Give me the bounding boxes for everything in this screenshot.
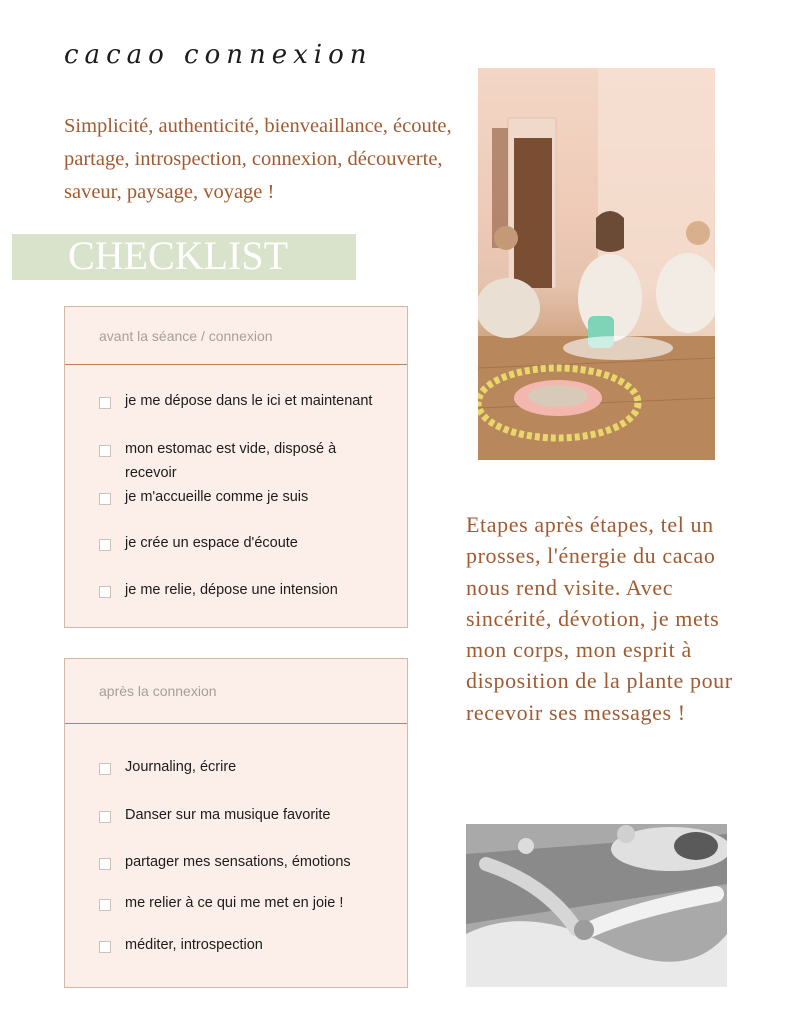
checklist-item[interactable] <box>99 578 389 602</box>
checklist-item-label: je m'accueille comme je suis <box>125 489 309 505</box>
checklist-item[interactable] <box>99 933 389 957</box>
card-after-heading: après la connexion <box>65 659 407 724</box>
checkbox-icon[interactable] <box>99 539 111 551</box>
checklist-item[interactable] <box>99 755 389 779</box>
checklist-item-label: mon estomac est vide, disposé à recevoir <box>125 441 337 481</box>
checklist-item[interactable] <box>99 389 389 413</box>
checklist-item[interactable] <box>99 531 389 555</box>
hands-illustration <box>466 824 727 987</box>
ceremony-photo <box>478 68 715 460</box>
checkbox-icon[interactable] <box>99 763 111 775</box>
checklist-item-label: je me dépose dans le ici et maintenant <box>125 393 373 409</box>
card-before-heading: avant la séance / connexion <box>65 307 407 365</box>
checklist-item-label: me relier à ce qui me met en joie ! <box>125 895 344 911</box>
checkbox-icon[interactable] <box>99 941 111 953</box>
checklist-item-label: partager mes sensations, émotions <box>125 854 351 870</box>
ceremony-illustration <box>478 68 715 460</box>
checklist-item-label: Journaling, écrire <box>125 759 237 775</box>
checklist-item-label: Danser sur ma musique favorite <box>125 807 331 823</box>
checklist-item[interactable] <box>99 891 389 915</box>
checklist-item[interactable] <box>99 850 389 874</box>
checklist-item[interactable] <box>99 437 389 485</box>
values-text: Simplicité, authenticité, bienveaillance, écoute, partage, introspection, connexion, découverte, saveur, paysage, voyage ! <box>64 115 452 203</box>
checklist-item-label: méditer, introspection <box>125 937 263 953</box>
checklist-item-label: je me relie, dépose une intension <box>125 582 338 598</box>
checklist-item-label: je crée un espace d'écoute <box>125 535 298 551</box>
checkbox-icon[interactable] <box>99 445 111 457</box>
checkbox-icon[interactable] <box>99 586 111 598</box>
checkbox-icon[interactable] <box>99 858 111 870</box>
card-before-session <box>64 306 408 628</box>
checklist-item[interactable] <box>99 803 389 827</box>
checkbox-icon[interactable] <box>99 397 111 409</box>
hands-photo <box>466 824 727 987</box>
checkbox-icon[interactable] <box>99 899 111 911</box>
quote-text: Etapes après étapes, tel un prosses, l'énergie du cacao nous rend visite. Avec sincérité, dévotion, je mets mon corps, mon esprit à disposition de la plante pour recevoir ses messages ! <box>466 512 733 725</box>
card-after-session <box>64 658 408 988</box>
checklist-item[interactable] <box>99 485 389 509</box>
checkbox-icon[interactable] <box>99 811 111 823</box>
checklist-title: CHECKLIST <box>68 233 288 278</box>
checkbox-icon[interactable] <box>99 493 111 505</box>
brand-title: cacao connexion <box>64 40 373 70</box>
